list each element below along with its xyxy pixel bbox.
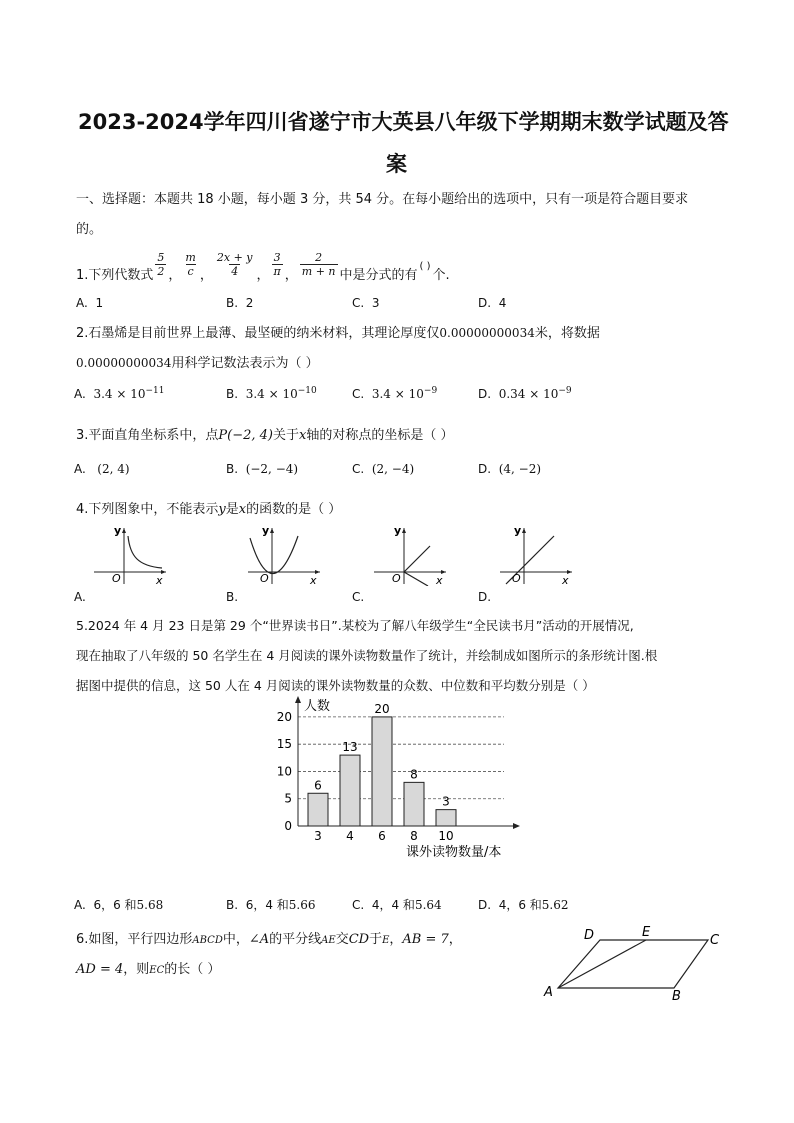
question-2-cont — [76, 352, 319, 371]
origin-label: O — [392, 572, 401, 585]
q2-option-a: A. $3.4 \times 10^{-11}$ — [74, 386, 165, 401]
q2-number: 0.00000000034 — [439, 326, 535, 340]
q6-ae: AE — [321, 935, 336, 946]
question-5: 5.2024 年 4 月 23 日是第 29 个“世界读书日”.某校为了解八年级学生“全民读书月”活动的开展情况, — [76, 618, 634, 633]
q6-mid5: ， — [389, 932, 403, 947]
q4-option-a: A. — [74, 590, 86, 604]
q1-sep: ， — [168, 268, 182, 283]
q6-mid3: 交 — [335, 932, 349, 947]
q4-graph-c — [370, 522, 450, 586]
q4-graph-d — [496, 522, 576, 586]
q3-suffix: 轴的对称点的坐标是（ ） — [306, 428, 454, 443]
q2-suffix: 用科学记数法表示为（ ） — [171, 356, 319, 371]
q4-mid: 是 — [225, 502, 239, 517]
question-2 — [76, 322, 600, 341]
vertex-d-label: D — [584, 928, 595, 943]
y-tick-label: 0 — [284, 819, 292, 833]
x-axis-arrow — [513, 823, 520, 829]
axis-y-label: y — [114, 524, 122, 537]
q6-cd: CD — [348, 932, 370, 947]
q3-axis: x — [299, 428, 307, 443]
bar-chart — [264, 696, 524, 860]
q6-angle: ∠A — [248, 932, 270, 947]
q1-frac-1: $\frac{5}{2}$ — [157, 251, 165, 278]
q1-end: 个. — [432, 268, 450, 283]
q6-mid6: ，则 — [123, 962, 150, 977]
q5-option-b: B. 6，4 和5.66 — [226, 898, 316, 912]
bar — [340, 755, 360, 826]
x-tick-label: 6 — [378, 829, 386, 843]
q2-mid: 米，将数据 — [534, 326, 600, 341]
q6-prefix: 6.如图，平行四边形 — [76, 932, 193, 947]
x-axis-title: 课外读物数量/本 — [406, 845, 502, 860]
q4-y: y — [218, 502, 226, 517]
q3-option-d: D. (4, −2) — [478, 462, 542, 476]
q6-mid1: 中， — [222, 932, 249, 947]
bar-value-label: 3 — [442, 794, 450, 809]
q3-option-a: A. (2, 4) — [74, 462, 130, 476]
question-3 — [76, 424, 454, 443]
q4-x: x — [238, 502, 247, 517]
axis-y-label: y — [262, 524, 270, 537]
question-1 — [76, 246, 450, 283]
q4-suffix: 的函数的是（ ） — [246, 502, 342, 517]
q4-option-d: D. — [478, 590, 492, 604]
bar-value-label: 13 — [342, 740, 358, 755]
axis-y-label: y — [514, 524, 522, 537]
q6-ec: EC — [149, 965, 165, 976]
q1-option-b: B. 2 — [226, 296, 254, 310]
y-tick-label: 20 — [276, 709, 292, 724]
q6-abcd: ABCD — [192, 935, 223, 946]
q3-prefix: 3.平面直角坐标系中，点 — [76, 428, 219, 443]
page-title-cont: 案 — [386, 152, 407, 176]
question-5-cont-1: 现在抽取了八年级的 50 名学生在 4 月阅读的课外读物数量作了统计，并绘制成如图所示的条形统计图.根 — [76, 648, 658, 663]
q4-prefix: 4.下列图象中，不能表示 — [76, 502, 219, 517]
q1-frac-5: $\frac{2}{m + n}$ — [301, 251, 336, 278]
axis-y-label: y — [394, 524, 402, 537]
x-tick-label: 4 — [346, 829, 354, 843]
q1-frac-4: $\frac{3}{\pi}$ — [273, 251, 281, 278]
q1-answer-paren: ( ) — [419, 261, 431, 272]
chart-ticks — [277, 710, 454, 843]
q1-option-c: C. 3 — [352, 296, 380, 310]
q1-suffix: 中是分式的有 — [339, 268, 418, 283]
origin-label: O — [512, 572, 521, 585]
q2-prefix: 2.石墨烯是目前世界上最薄、最坚硬的纳米材料，其理论厚度仅 — [76, 326, 440, 341]
y-tick-label: 15 — [276, 737, 292, 752]
question-6 — [76, 928, 462, 947]
q6-suffix: 的长（ ） — [164, 962, 221, 977]
q1-prefix: 1.下列代数式 — [76, 268, 154, 283]
q3-option-c: C. (2, −4) — [352, 462, 415, 476]
q3-option-b: B. (−2, −4) — [226, 462, 299, 476]
y-tick-label: 5 — [284, 791, 292, 806]
q2-number-2: 0.00000000034 — [76, 356, 172, 370]
bar-value-label: 8 — [410, 767, 418, 782]
x-tick-label: 10 — [438, 829, 454, 843]
q3-point: P(−2, 4) — [218, 428, 273, 443]
q1-frac-2: $\frac{m}{c}$ — [185, 251, 196, 278]
question-4 — [76, 498, 341, 517]
q2-option-b: B. $3.4 \times 10^{-10}$ — [226, 386, 317, 401]
axis-x-label: x — [562, 574, 569, 586]
q4-option-c: C. — [352, 590, 365, 604]
q1-sep: ， — [284, 268, 298, 283]
q4-option-b: B. — [226, 590, 239, 604]
q5-option-a: A. 6，6 和5.68 — [74, 898, 164, 912]
bar — [372, 717, 392, 826]
chart-bars — [308, 702, 456, 826]
vertex-a-label: A — [544, 985, 553, 1000]
q1-option-a: A. 1 — [76, 296, 104, 310]
bar — [308, 793, 328, 826]
q1-sep: ， — [199, 268, 213, 283]
q1-frac-3: $\frac{2x + y}{4}$ — [216, 251, 253, 278]
q2-option-d: D. $0.34 \times 10^{-9}$ — [478, 386, 572, 401]
question-6-cont — [76, 958, 220, 977]
q6-ad: AD = 4 — [76, 962, 124, 977]
origin-label: O — [260, 572, 269, 585]
bar — [404, 782, 424, 826]
vertex-e-label: E — [642, 925, 651, 940]
q1-option-d: D. 4 — [478, 296, 507, 310]
q6-mid2: 的平分线 — [269, 932, 322, 947]
q6-mid4: 于 — [369, 932, 383, 947]
bar-value-label: 6 — [314, 778, 322, 793]
bisector-ae — [558, 940, 646, 988]
x-tick-label: 3 — [314, 829, 322, 843]
q2-option-c: C. $3.4 \times 10^{-9}$ — [352, 386, 438, 401]
q3-mid: 关于 — [273, 428, 300, 443]
q6-ab: AB = 7 — [402, 932, 449, 947]
parallelogram-figure — [540, 922, 730, 1004]
chart-grid — [298, 717, 504, 799]
q5-option-d: D. 4，6 和5.62 — [478, 898, 569, 912]
q6-end1: ， — [448, 932, 462, 947]
axis-x-label: x — [310, 574, 317, 586]
axis-x-label: x — [436, 574, 443, 586]
x-tick-label: 8 — [410, 829, 418, 843]
q4-graph-b — [244, 522, 324, 586]
bar — [436, 810, 456, 826]
y-axis-title: 人数 — [304, 699, 331, 714]
bar-value-label: 20 — [374, 701, 390, 716]
section-header-cont: 的。 — [76, 222, 103, 237]
q4-graph-a — [90, 522, 170, 586]
question-5-cont-2: 据图中提供的信息，这 50 人在 4 月阅读的课外读物数量的众数、中位数和平均数分别是（ ） — [76, 678, 595, 693]
q5-option-c: C. 4，4 和5.64 — [352, 898, 442, 912]
page-title: 2023-2024学年四川省遂宁市大英县八年级下学期期末数学试题及答 — [78, 110, 729, 134]
vertex-b-label: B — [672, 989, 681, 1004]
y-tick-label: 10 — [276, 764, 292, 779]
section-header: 一、选择题：本题共 18 小题，每小题 3 分，共 54 分。在每小题给出的选项中，只有一项是符合题目要求 — [76, 192, 689, 207]
q6-e: E — [382, 935, 390, 946]
q1-sep: ， — [256, 268, 270, 283]
axis-x-label: x — [156, 574, 163, 586]
vertex-c-label: C — [710, 933, 720, 948]
y-axis-arrow — [295, 696, 301, 703]
origin-label: O — [112, 572, 121, 585]
